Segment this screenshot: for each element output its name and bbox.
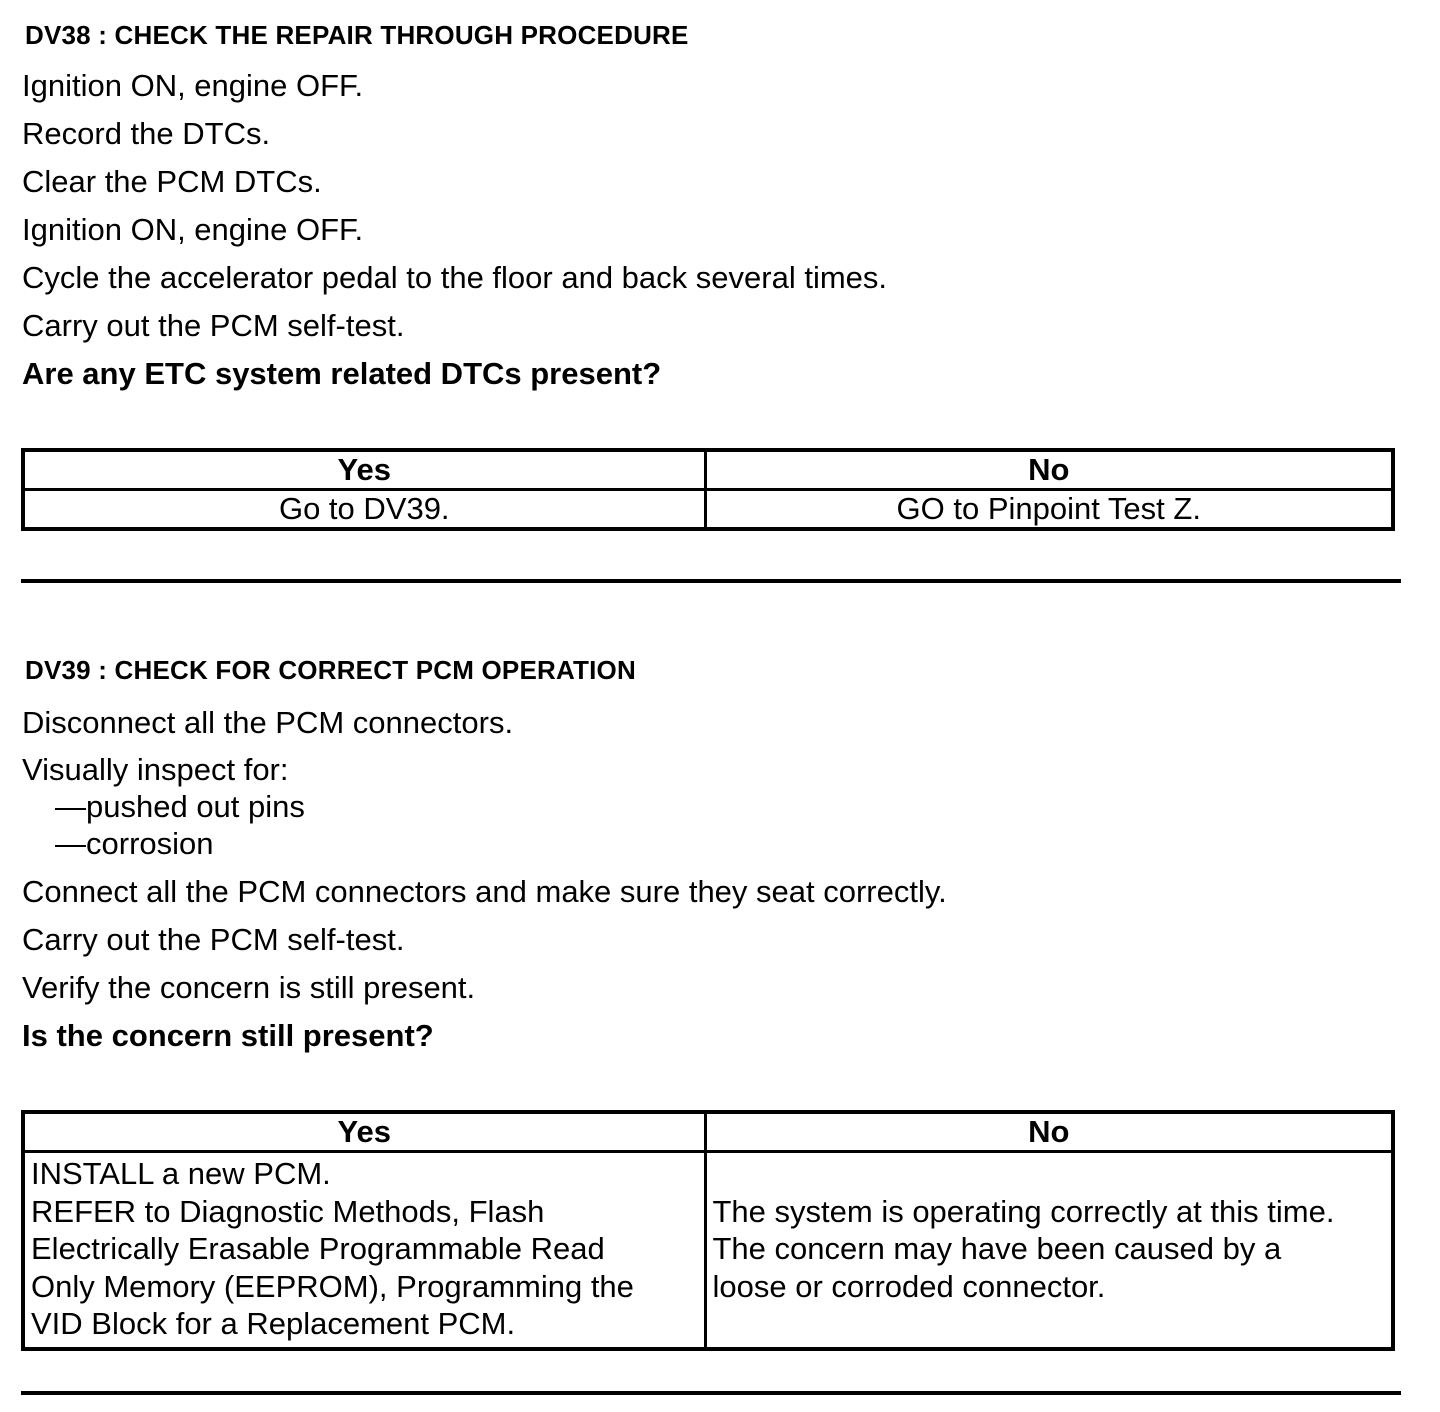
substep: —pushed out pins [55,789,305,824]
step: Connect all the PCM connectors and make sure they seat correctly. [22,874,947,909]
no-header: No [705,1112,1393,1152]
step: Ignition ON, engine OFF. [22,68,364,103]
table-header-row [23,450,1393,490]
section-divider [21,1391,1401,1395]
no-result-line: The system is operating correctly at this time. [712,1193,1335,1229]
no-result [705,1152,1393,1349]
no-header: No [705,450,1393,490]
section-divider [21,579,1401,583]
yes-result-line: REFER to Diagnostic Methods, Flash [31,1193,545,1229]
yes-result-line: Only Memory (EEPROM), Programming the [31,1268,634,1304]
step: Clear the PCM DTCs. [22,164,322,199]
table-row [23,490,1393,530]
table-row [23,1152,1393,1349]
step: Carry out the PCM self-test. [22,922,405,957]
yes-header: Yes [23,450,705,490]
step: Carry out the PCM self-test. [22,308,405,343]
yes-result: Go to DV39. [23,490,705,530]
yes-result-line: VID Block for a Replacement PCM. [31,1306,516,1341]
step: Verify the concern is still present. [22,970,476,1005]
section-title-dv38: DV38 : CHECK THE REPAIR THROUGH PROCEDURE [25,20,689,50]
question-dv39: Is the concern still present? [22,1018,434,1053]
yes-header: Yes [23,1112,705,1152]
step: Visually inspect for: [22,752,289,787]
step: Ignition ON, engine OFF. [22,212,364,247]
yes-result [23,1152,705,1349]
step: Record the DTCs. [22,116,271,151]
no-result: GO to Pinpoint Test Z. [705,490,1393,530]
no-result-line: loose or corroded connector. [712,1268,1106,1304]
step: Cycle the accelerator pedal to the floor and back several times. [22,260,888,295]
step: Disconnect all the PCM connectors. [22,705,514,740]
result-table-dv39 [21,1110,1395,1351]
section-title-dv39: DV39 : CHECK FOR CORRECT PCM OPERATION [25,655,636,685]
question-dv38: Are any ETC system related DTCs present? [22,356,662,391]
result-table-dv38 [21,448,1395,531]
table-header-row [23,1112,1393,1152]
no-result-line: The concern may have been caused by a [712,1231,1282,1266]
yes-result-line: Electrically Erasable Programmable Read [31,1231,605,1266]
yes-result-line: INSTALL a new PCM. [31,1156,331,1191]
substep: —corrosion [55,826,214,861]
